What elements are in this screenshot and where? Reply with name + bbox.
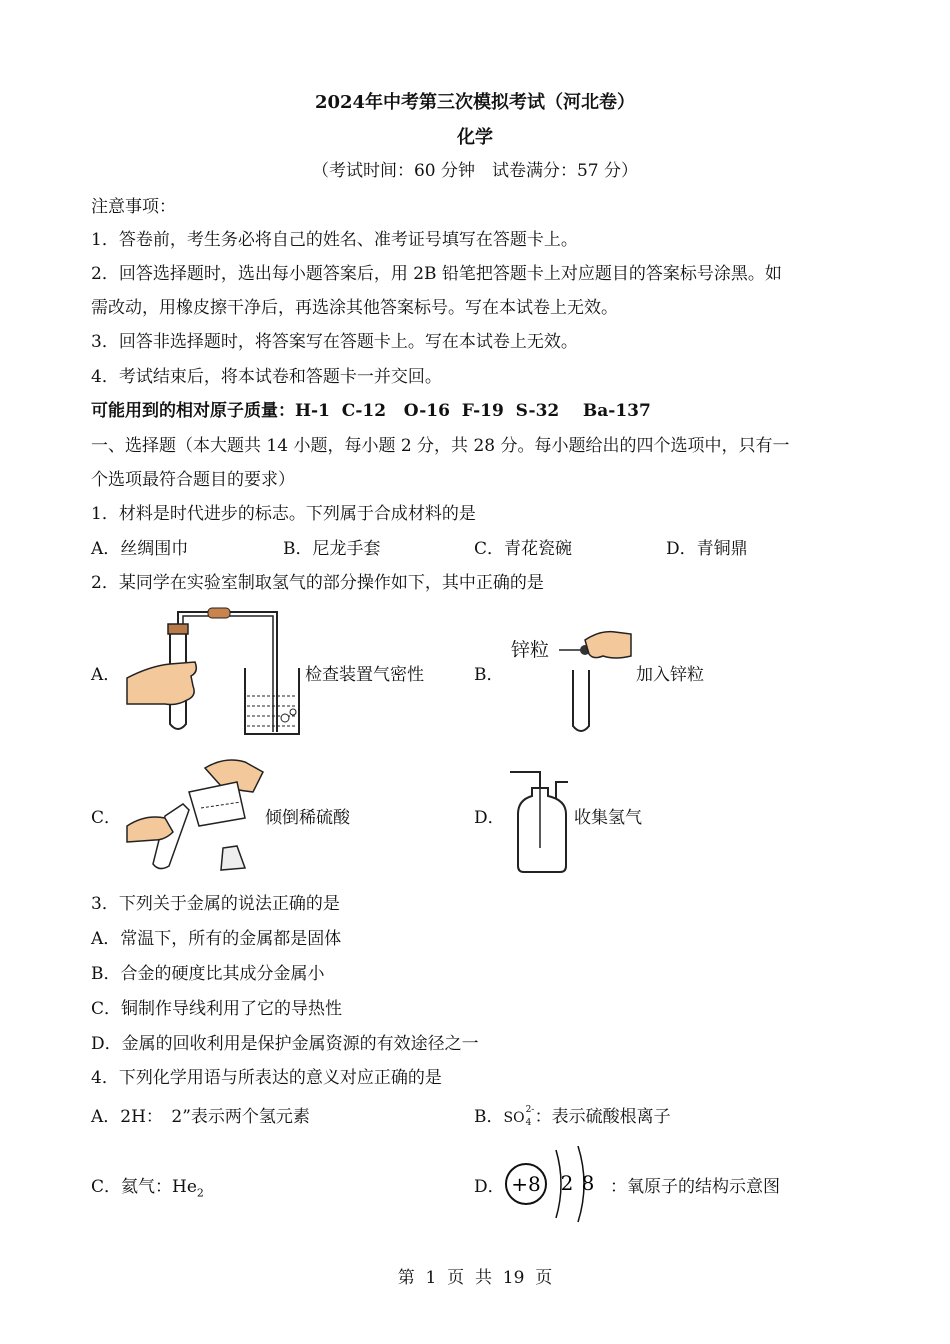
q4-option-b-label: B．: [474, 1107, 504, 1127]
q4-option-b-text: ：表示硫酸根离子: [534, 1107, 671, 1127]
oxygen-atom-structure-diagram: [500, 1146, 610, 1230]
note-3: 3．回答非选择题时，将答案写在答题卡上。写在本试卷上无效。: [91, 332, 578, 352]
q4-option-a: A．2H： 2”表示两个氢元素: [91, 1107, 310, 1127]
q2-option-a-text: 检查装置气密性: [305, 665, 424, 685]
add-zinc-illustration: [555, 626, 635, 736]
q3-option-b: B．合金的硬度比其成分金属小: [91, 964, 325, 984]
q4-option-d-text: ：氧原子的结构示意图: [610, 1177, 780, 1197]
pour-acid-illustration: [125, 756, 265, 874]
electron-shell-2-count: 8: [581, 1171, 595, 1195]
exam-info: （考试时间：60 分钟 试卷满分：57 分）: [311, 161, 639, 181]
q3-option-d: D．金属的回收利用是保护金属资源的有效途径之一: [91, 1034, 479, 1054]
q2-option-b-label: B．: [474, 665, 504, 685]
q4-option-d-label: D．: [474, 1177, 505, 1197]
nucleus-charge: +8: [511, 1172, 541, 1196]
q2-option-b-text: 加入锌粒: [636, 665, 704, 685]
q2-option-d-label: D．: [474, 808, 505, 828]
q1-option-d: D．青铜鼎: [666, 539, 748, 559]
q2-stem: 2．某同学在实验室制取氢气的部分操作如下，其中正确的是: [91, 573, 544, 593]
sulfate-subscript: 4: [525, 1118, 532, 1128]
q4-stem: 4．下列化学用语与所表达的意义对应正确的是: [91, 1068, 442, 1088]
airtightness-check-illustration: [125, 606, 305, 738]
section1-line2: 个选项最符合题目的要求）: [91, 470, 295, 490]
sulfate-charge: 2-: [525, 1105, 535, 1115]
collect-hydrogen-illustration: [508, 768, 573, 874]
q4-option-c-label: C．氦气：He: [91, 1177, 197, 1197]
q1-option-b: B．尼龙手套: [283, 539, 381, 559]
q3-option-c: C．铜制作导线利用了它的导热性: [91, 999, 343, 1019]
q3-option-a: A．常温下，所有的金属都是固体: [91, 929, 342, 949]
q2-option-c-text: 倾倒稀硫酸: [265, 808, 350, 828]
sulfate-symbol: SO: [503, 1110, 525, 1126]
q2-option-a-label: A．: [91, 665, 121, 685]
q3-stem: 3．下列关于金属的说法正确的是: [91, 894, 340, 914]
section1-line1: 一、选择题（本大题共 14 小题，每小题 2 分，共 28 分。每小题给出的四个选项中，只有一: [91, 436, 790, 456]
q2-option-c-label: C．: [91, 808, 122, 828]
q1-option-c: C．青花瓷碗: [474, 539, 573, 559]
sulfate-indices: [525, 1105, 535, 1128]
zinc-granule-label: 锌粒: [511, 639, 550, 661]
note-1: 1．答卷前，考生务必将自己的姓名、准考证号填写在答题卡上。: [91, 230, 578, 250]
q1-stem: 1．材料是时代进步的标志。下列属于合成材料的是: [91, 504, 476, 524]
q4-option-c: [91, 1176, 204, 1204]
note-4: 4．考试结束后，将本试卷和答题卡一并交回。: [91, 367, 442, 387]
note-2: 2．回答选择题时，选出每小题答案后，用 2B 铅笔把答题卡上对应题目的答案标号涂黑。如: [91, 264, 782, 284]
electron-shell-1-count: 2: [560, 1171, 574, 1195]
q1-option-a: A．丝绸围巾: [91, 539, 189, 559]
sulfate-formula: [503, 1105, 535, 1128]
subject-title: 化学: [457, 127, 493, 148]
note-2-cont: 需改动，用橡皮擦干净后，再选涂其他答案标号。写在本试卷上无效。: [91, 298, 618, 318]
page-footer: 第 1 页 共 19 页: [397, 1268, 553, 1288]
helium-subscript: 2: [196, 1186, 204, 1200]
notes-heading: 注意事项：: [91, 197, 176, 217]
q4-option-b: [474, 1106, 671, 1129]
atomic-masses: 可能用到的相对原子质量：H-1 C-12 O-16 F-19 S-32 Ba-137: [91, 401, 651, 421]
q2-option-d-text: 收集氢气: [574, 808, 642, 828]
exam-title: 2024年中考第三次模拟考试（河北卷）: [314, 92, 636, 113]
